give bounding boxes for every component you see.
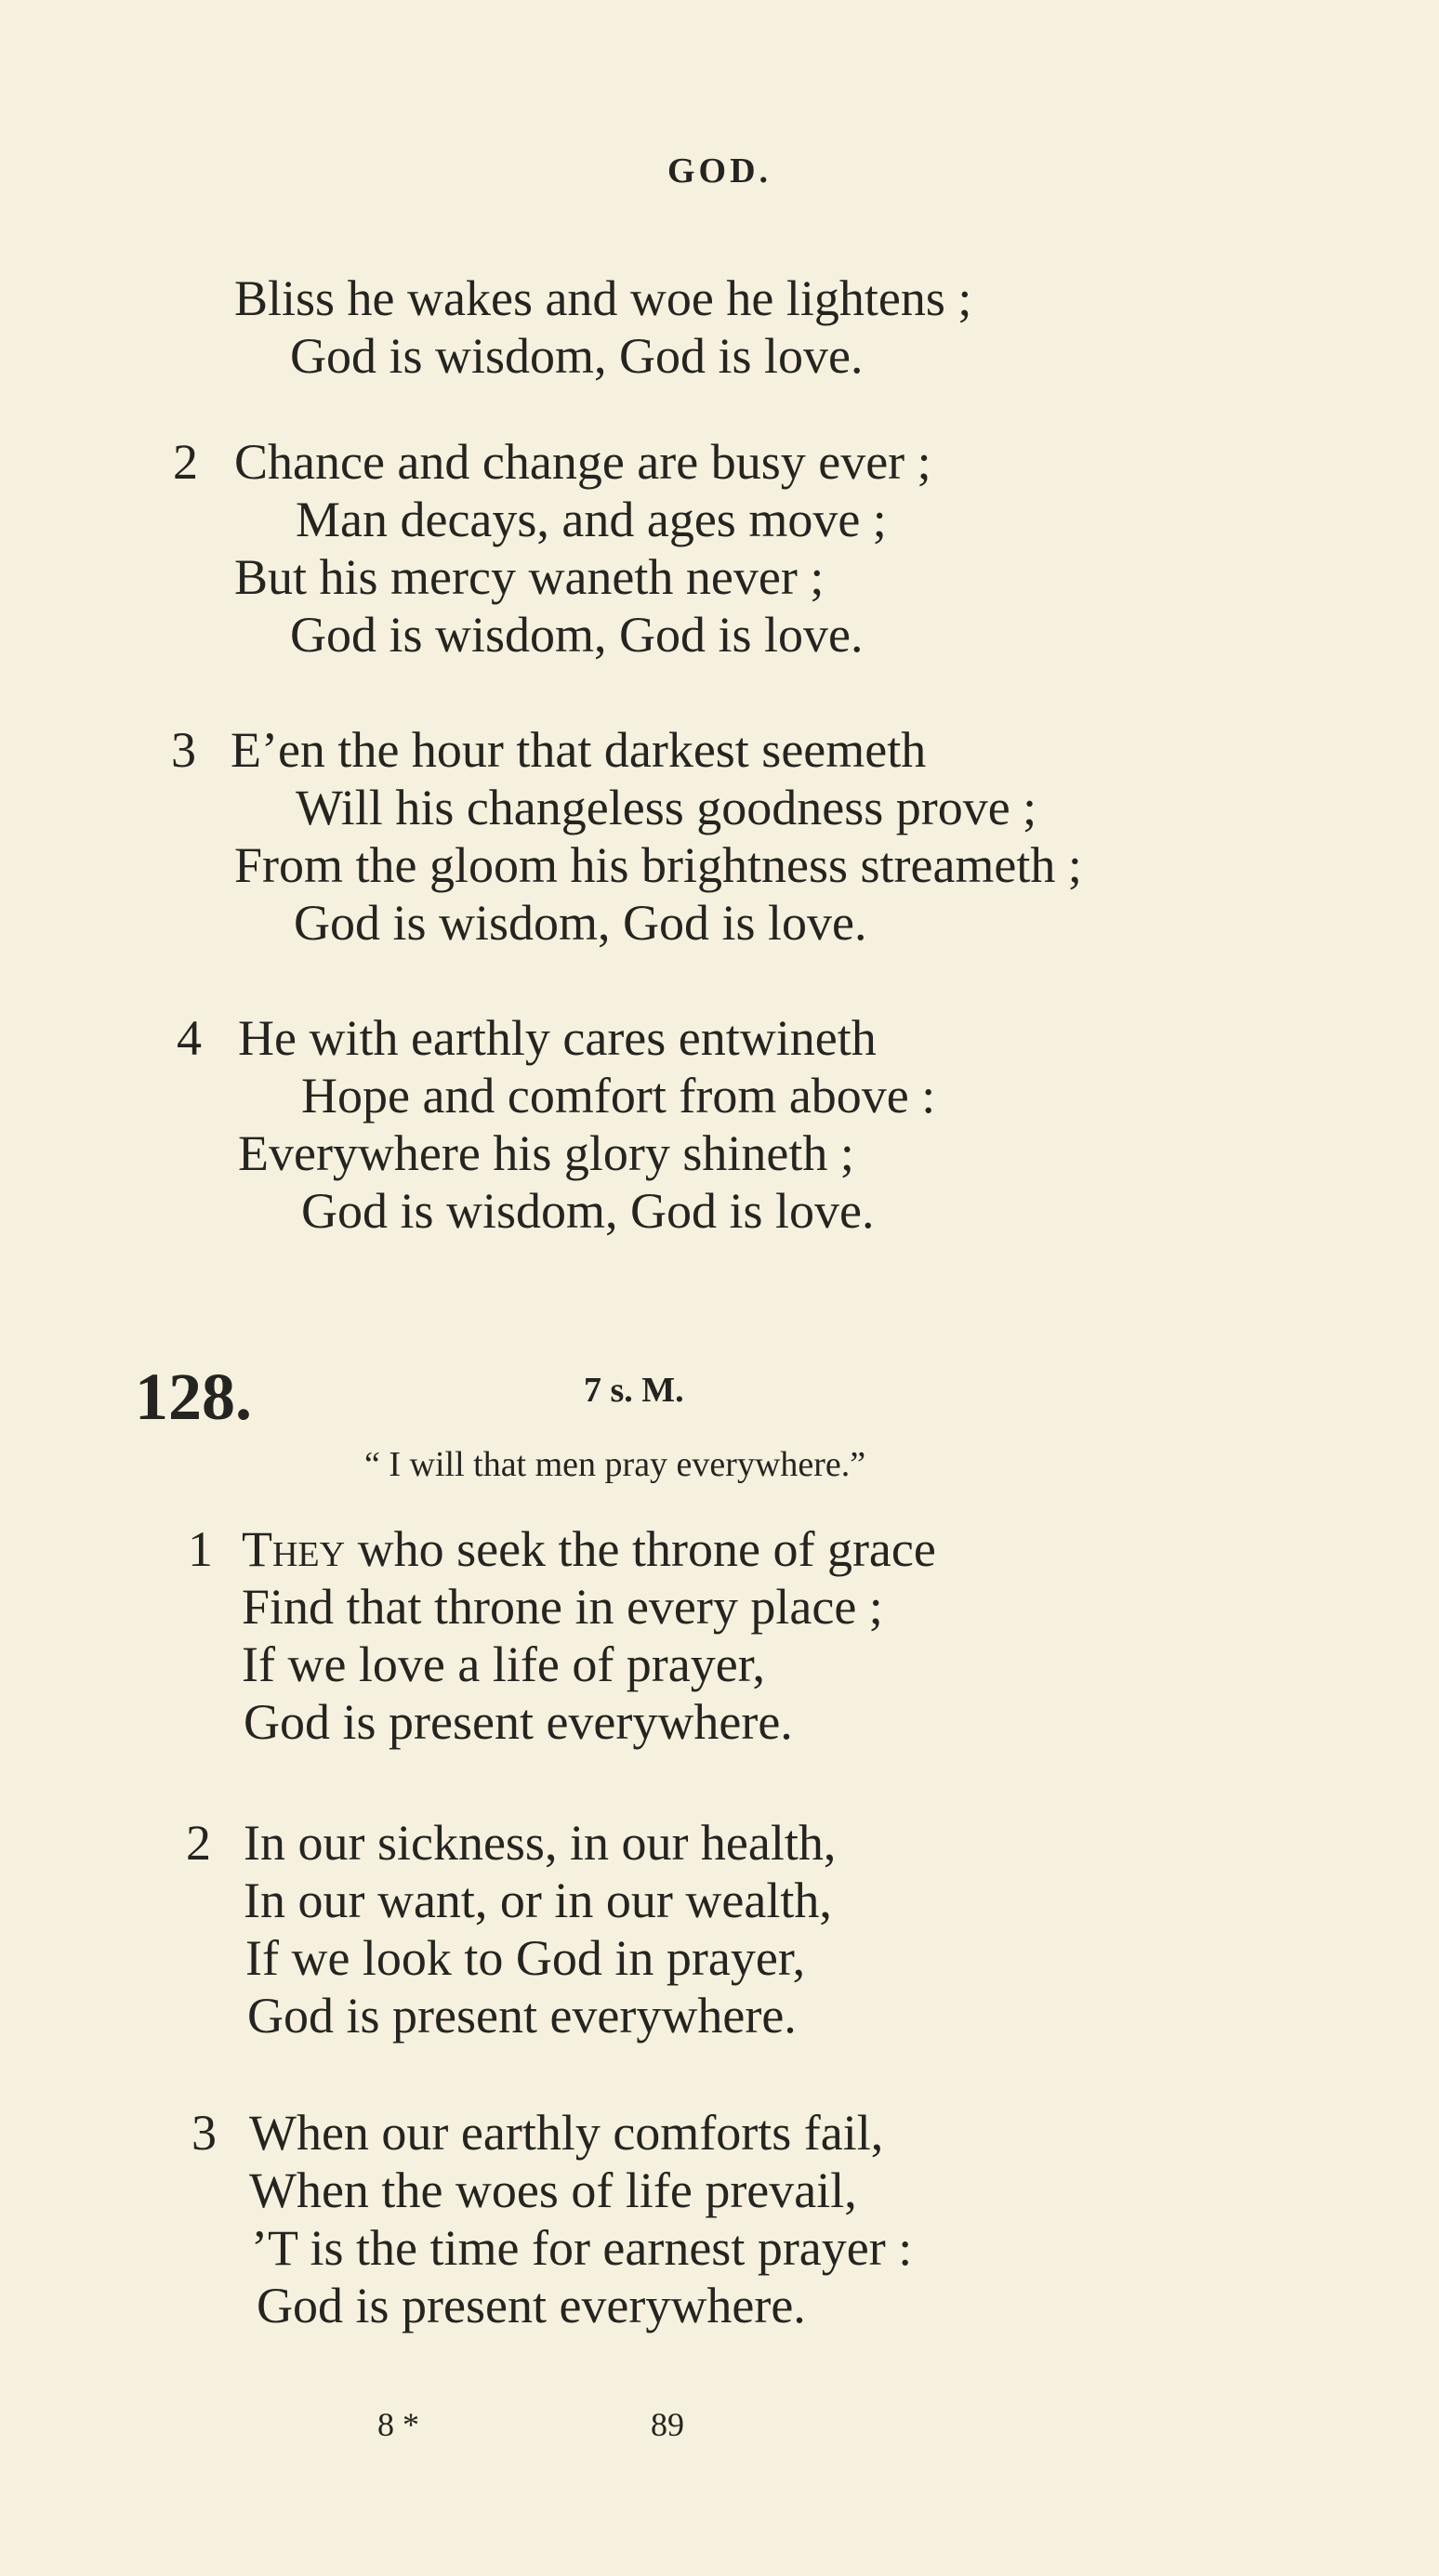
verse-line: He with earthly cares entwineth [238,1010,877,1066]
verse-line: If we look to God in prayer, [245,1930,806,1986]
stanza-number: 3 [171,722,196,778]
verse-line: When the woes of life prevail, [249,2162,857,2218]
verse-line: Man decays, and ages move ; [296,492,887,547]
signature-mark: 8 * [377,2406,419,2443]
verse-line: From the gloom his brightness streameth ; [234,837,1082,893]
page-number: 89 [651,2406,684,2443]
verse-line: But his mercy waneth never ; [234,549,825,605]
running-head: GOD. [667,151,772,191]
verse-line: When our earthly comforts fail, [249,2105,884,2161]
verse-line: Chance and change are busy ever ; [234,434,931,490]
verse-line: Everywhere his glory shineth ; [238,1125,854,1181]
verse-line: Will his changeless goodness prove ; [296,780,1037,835]
verse-line: Bliss he wakes and woe he lightens ; [234,270,972,326]
verse-line: In our want, or in our wealth, [244,1873,832,1928]
first-word: They [242,1521,346,1577]
verse-line: ’T is the time for earnest prayer : [251,2220,913,2276]
verse-line: God is wisdom, God is love. [290,328,864,384]
verse-line: Find that throne in every place ; [242,1579,883,1635]
stanza-number: 1 [188,1521,213,1577]
verse-line: God is wisdom, God is love. [301,1183,875,1239]
stanza-number: 2 [173,434,198,490]
verse-line: God is present everywhere. [247,1988,797,2044]
verse-line: If we love a life of prayer, [242,1636,766,1692]
verse-line [242,1520,936,1578]
hymn-epigraph: “ I will that men pray everywhere.” [364,1445,866,1484]
verse-line: Hope and comfort from above : [301,1068,936,1124]
stanza-number: 2 [186,1815,211,1871]
verse-line: E’en the hour that darkest seemeth [231,722,927,778]
stanza-number: 3 [191,2105,217,2161]
verse-line-rest: who seek the throne of grace [345,1521,936,1577]
verse-line: In our sickness, in our health, [244,1815,837,1871]
verse-line: God is wisdom, God is love. [294,895,867,951]
hymn-number: 128. [135,1360,252,1434]
hymn-meter: 7 s. M. [584,1371,684,1410]
verse-line: God is present everywhere. [257,2278,806,2333]
verse-line: God is present everywhere. [244,1694,793,1750]
verse-line: God is wisdom, God is love. [290,607,864,663]
stanza-number: 4 [177,1010,202,1066]
